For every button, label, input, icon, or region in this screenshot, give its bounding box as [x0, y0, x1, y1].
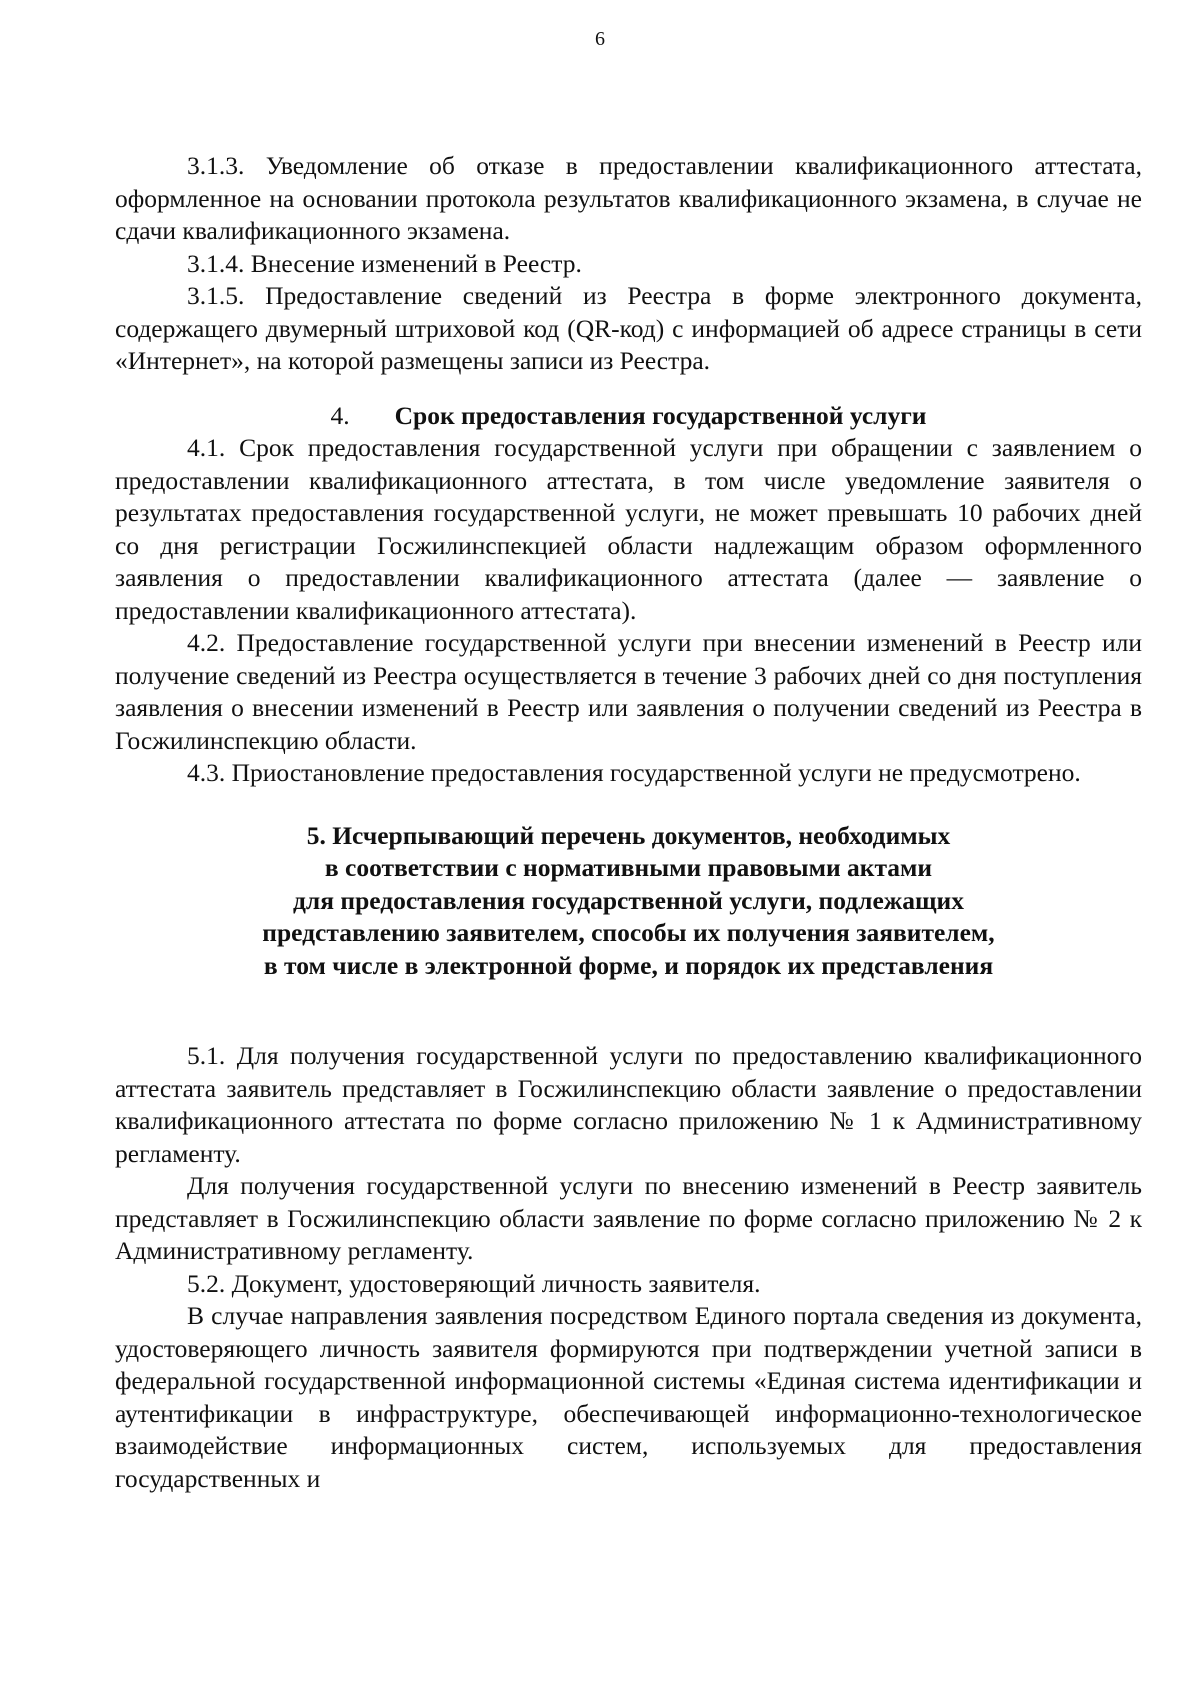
- spacer: [115, 378, 1142, 400]
- document-body: [115, 150, 1142, 1495]
- page-number: 6: [595, 28, 605, 50]
- paragraph-4-3: 4.3. Приостановление предоставления государственной услуги не предусмотрено.: [187, 758, 1081, 787]
- section-5-title-line: в соответствии с нормативными правовыми актами: [324, 853, 933, 882]
- section-4-title: Срок предоставления государственной услуги: [394, 400, 927, 430]
- section-5-title-line: в том числе в электронной форме, и порядок их представления: [263, 950, 994, 980]
- paragraph-3-1-3: 3.1.3. Уведомление об отказе в предоставлении квалификационного аттестата, оформленное на основании протокола результатов квалификационного экзамена, в случае не сдачи квалификационного экзамена.: [115, 151, 1142, 245]
- paragraph-4-1: 4.1. Срок предоставления государственной услуги при обращении с заявлением о предоставлении квалификационного аттестата, в том числе уведомление заявителя о результатах предоставления государственной услуги, не может превышать 10 рабочих дней со дня регистрации Госжилинспекцией области надлежащим образом оформленного заявления о предоставлении квалификационного аттестата (далее — заявление о предоставлении квалификационного аттестата).: [115, 433, 1142, 625]
- paragraph-3-1-4: 3.1.4. Внесение изменений в Реестр.: [187, 248, 582, 278]
- section-5-title-line: представлению заявителем, способы их получения заявителем,: [262, 918, 995, 947]
- section-4-number: 4.: [330, 400, 350, 430]
- section-5-title-line: для предоставления государственной услуги, подлежащих: [293, 885, 964, 915]
- section-4-heading: [115, 400, 1142, 433]
- spacer: [115, 982, 1142, 1040]
- paragraph-3-1-5: 3.1.5. Предоставление сведений из Реестра в форме электронного документа, содержащего двумерный штриховой код (QR-код) с информацией об адресе страницы в сети «Интернет», на которой размещены записи из Реестра.: [115, 281, 1142, 375]
- paragraph-5-2: 5.2. Документ, удостоверяющий личность заявителя.: [187, 1268, 761, 1298]
- paragraph-4-2: 4.2. Предоставление государственной услуги при внесении изменений в Реестр или получение сведений из Реестра осуществляется в течение 3 рабочих дней со дня поступления заявления о внесении изменений в Реестр или заявления о получении сведений из Реестра в Госжилинспекцию области.: [115, 628, 1142, 755]
- paragraph-5-2-continued: В случае направления заявления посредством Единого портала сведения из документа, удостоверяющего личность заявителя формируются при подтверждении учетной записи в федеральной государственной информационной системы «Единая система идентификации и аутентификации в инфраструктуре, обеспечивающей информационно-технологическое взаимодействие информационных систем, используемых для предоставления государственных и: [115, 1301, 1142, 1493]
- section-5-title-line: 5. Исчерпывающий перечень документов, необходимых: [306, 820, 951, 850]
- section-5-heading: [115, 820, 1142, 983]
- paragraph-5-1: 5.1. Для получения государственной услуги по предоставлению квалификационного аттестата заявитель представляет в Госжилинспекцию области заявление о предоставлении квалификационного аттестата по форме согласно приложению № 1 к Административному регламенту.: [115, 1041, 1142, 1168]
- paragraph-5-1-continued: Для получения государственной услуги по внесению изменений в Реестр заявитель представляет в Госжилинспекцию области заявление по форме согласно приложению № 2 к Административному регламенту.: [115, 1171, 1142, 1265]
- spacer: [115, 790, 1142, 820]
